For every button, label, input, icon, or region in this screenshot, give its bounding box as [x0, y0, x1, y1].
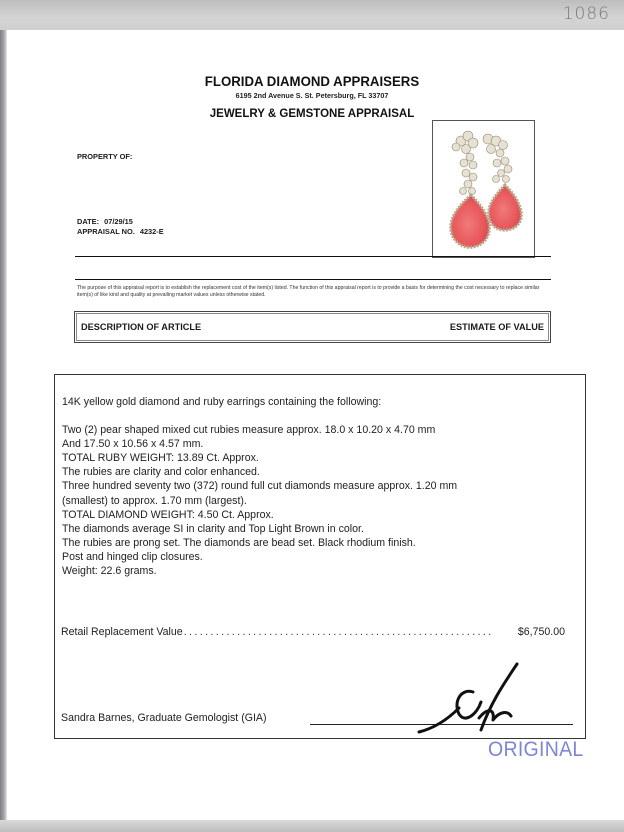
- company-address: 6195 2nd Avenue S. St. Petersburg, FL 33707: [235, 91, 389, 100]
- description-line: TOTAL DIAMOND WEIGHT: 4.50 Ct. Approx.: [62, 508, 274, 521]
- separator-line: [75, 256, 551, 257]
- appraisal-number-field: [77, 227, 164, 236]
- company-name: FLORIDA DIAMOND APPRAISERS: [204, 74, 420, 89]
- description-line: The rubies are prong set. The diamonds are bead set. Black rhodium finish.: [62, 536, 416, 549]
- disclaimer-text: The purpose of this appraisal report is to establish the replacement cost of the item(s) listed. The function of this appraisal report is to provide a basis for determining the cost necessary to replace similar item(s) of like kind and quality at prevailing market values unless otherwise stated.: [77, 285, 540, 299]
- description-line: The rubies are clarity and color enhanced.: [62, 466, 260, 479]
- description-line: TOTAL RUBY WEIGHT: 13.89 Ct. Approx.: [62, 452, 259, 465]
- handwritten-signature-icon: [415, 658, 525, 736]
- description-line: Weight: 22.6 grams.: [62, 565, 157, 578]
- leader-dots: ..........................................................: [183, 626, 494, 638]
- original-stamp: ORIGINAL: [488, 738, 584, 761]
- description-intro: 14K yellow gold diamond and ruby earrings containing the following:: [62, 396, 382, 408]
- retail-replacement-value-label: Retail Replacement Value: [61, 626, 183, 638]
- description-line: Two (2) pear shaped mixed cut rubies measure approx. 18.0 x 10.20 x 4.70 mm: [62, 424, 436, 437]
- signer-name: Sandra Barnes, Graduate Gemologist (GIA): [61, 712, 267, 724]
- handwritten-file-number: 1086: [562, 4, 610, 24]
- scan-border-bottom: [0, 820, 624, 832]
- description-line: The diamonds average SI in clarity and Top Light Brown in color.: [62, 522, 364, 535]
- retail-replacement-value-row: [61, 626, 565, 638]
- date-label: DATE:: [77, 217, 100, 226]
- separator-line: [75, 279, 551, 280]
- description-line: Three hundred seventy two (372) round full cut diamonds measure approx. 1.20 mm: [62, 480, 458, 493]
- description-line: Post and hinged clip closures.: [62, 550, 203, 563]
- item-photo: [432, 120, 535, 258]
- scan-border-top: [0, 0, 624, 30]
- description-line: (smallest) to approx. 1.70 mm (largest).: [62, 494, 247, 507]
- retail-replacement-value-amount: $6,750.00: [517, 626, 565, 638]
- appraisal-number-label: APPRAISAL NO.: [77, 227, 135, 236]
- description-line: And 17.50 x 10.56 x 4.57 mm.: [62, 438, 204, 451]
- article-description: [62, 395, 572, 578]
- date-value: 07/29/15: [104, 217, 133, 226]
- scan-border-left: [0, 30, 7, 820]
- appraisal-number-value: 4232-E: [139, 227, 164, 236]
- description-of-article-heading: DESCRIPTION OF ARTICLE: [81, 322, 202, 332]
- article-header-box: [74, 311, 551, 343]
- date-field: [77, 217, 133, 226]
- document-title: JEWELRY & GEMSTONE APPRAISAL: [209, 108, 415, 120]
- estimate-of-value-heading: ESTIMATE OF VALUE: [449, 322, 544, 332]
- property-of-label: PROPERTY OF:: [77, 152, 133, 161]
- earrings-image: [433, 121, 535, 258]
